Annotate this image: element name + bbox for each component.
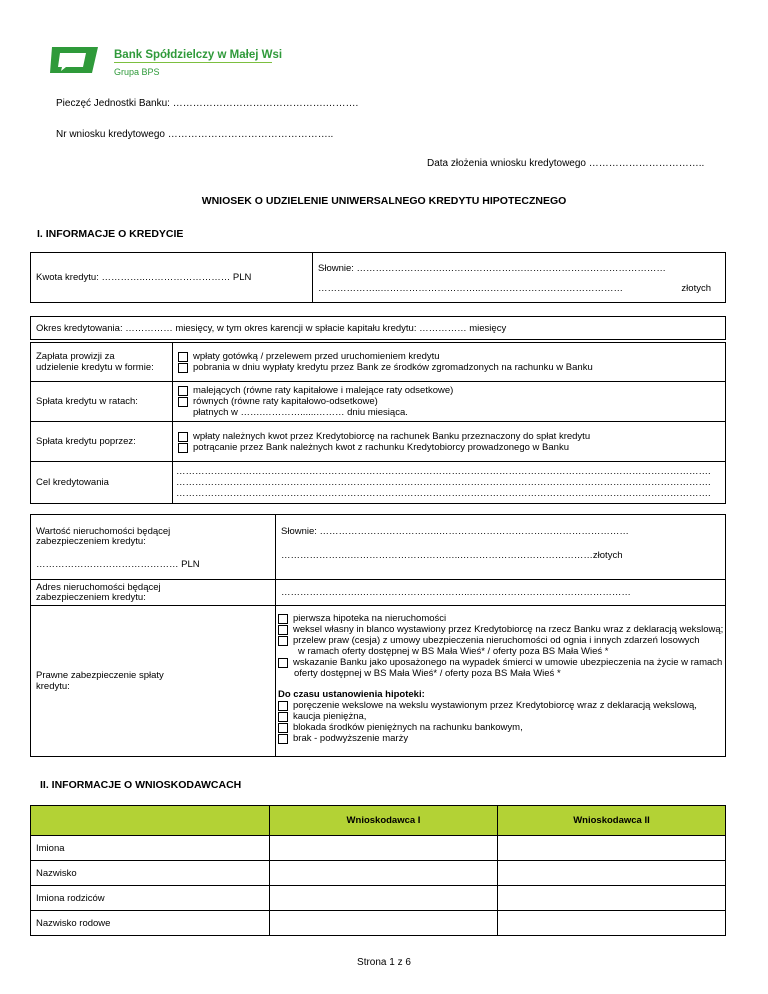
applicant-2-parents-names[interactable] [498,886,726,911]
property-value-cell[interactable] [31,515,276,580]
bank-logo-icon [48,44,104,76]
security-option-promissory-note[interactable]: weksel własny in blanco wystawiony przez Kredytobiorcę na rzecz Banku wraz z deklaracją wekslową; [278,624,725,635]
period-table [30,316,726,340]
until-option-margin[interactable]: brak - podwyższenie marży [278,733,725,744]
checkbox-icon[interactable] [278,712,288,722]
checkbox-icon[interactable] [278,614,288,624]
applicant-1-surname[interactable] [270,861,498,886]
amount-words-line1: Słownie: ……………………….…………………….……………………………………… [318,263,666,274]
security-label: Prawne zabezpieczenie spłaty kredytu: [36,670,164,692]
checkbox-icon[interactable] [278,658,288,668]
property-value-label: Wartość nieruchomości będącej zabezpieczeniem kredytu: [36,526,171,547]
applicant-2-maiden-name[interactable] [498,911,726,936]
property-address-line: …………………….……………………………..…………………………………………… [281,587,631,598]
credit-terms-table [30,342,726,504]
until-option-guarantee[interactable]: poręczenie wekslowe na wekslu wystawionym przez Kredytobiorcę wraz z deklaracją wekslową, [278,700,725,711]
amount-words-line2: ………………..…………………………..……………………………………… [318,283,624,294]
security-option-life-insurance[interactable]: wskazanie Banku jako uposażonego na wypadek śmierci w umowie ubezpieczenia na życie w ramach [278,657,725,668]
bank-divider [114,62,272,63]
property-value-words-cell[interactable] [276,515,726,580]
applicants-table [30,805,726,936]
installments-label-cell [31,382,173,422]
checkbox-icon[interactable] [178,443,188,453]
security-option-insurance-assignment[interactable]: przelew praw (cesja) z umowy ubezpieczenia nieruchomości od ognia i innych zdarzeń losowych [278,635,725,646]
section-2-heading: II. INFORMACJE O WNIOSKODAWCACH [40,779,242,791]
security-option-insurance-offer: w ramach oferty dostępnej w BS Mała Wieś* / oferty poza BS Mała Wieś * [298,646,609,657]
commission-label: Zapłata prowizji za udzielenie kredytu w formie: [36,351,154,373]
until-mortgage-heading: Do czasu ustanowienia hipoteki: [278,689,425,700]
row-label-first-names: Imiona [31,836,270,861]
checkbox-icon[interactable] [278,636,288,646]
row-label-parents-names: Imiona rodziców [31,886,270,911]
security-options-cell [276,606,726,757]
commission-option-cash[interactable]: wpłaty gotówką / przelewem przed uruchomieniem kredytu [178,351,725,362]
security-label-cell [31,606,276,757]
installments-label: Spłata kredytu w ratach: [36,396,138,407]
amount-words-cell[interactable] [313,253,726,303]
installments-options-cell [173,382,726,422]
security-option-life-offer: oferty dostępnej w BS Mała Wieś* / oferty poza BS Mała Wieś * [294,668,561,679]
checkbox-icon[interactable] [278,723,288,733]
amount-cell[interactable] [31,253,313,303]
purpose-line: ……………………………………………………………………………………………………………………………………………………. [176,477,711,488]
checkbox-icon[interactable] [278,701,288,711]
stamp-field[interactable]: Pieczęć Jednostki Banku: ……………………………………….………. [56,98,359,109]
property-address-cell[interactable] [276,580,726,606]
property-table [30,514,726,757]
amount-table [30,252,726,303]
purpose-label-cell [31,462,173,504]
property-value-words2: ………………….……………………………..……………………………………złotych [281,550,623,561]
applicant-1-parents-names[interactable] [270,886,498,911]
checkbox-icon[interactable] [178,386,188,396]
application-number-field[interactable]: Nr wniosku kredytowego ………………………………………….. [56,129,334,140]
page-number: Strona 1 z 6 [357,957,411,968]
purpose-line: ……………………………………………………………………………………………………………………………………………………. [176,488,711,499]
checkbox-icon[interactable] [278,625,288,635]
checkbox-icon[interactable] [278,734,288,744]
commission-options-cell [173,343,726,382]
applicant-1-header: Wnioskodawca I [270,806,498,836]
commission-label-cell [31,343,173,382]
property-value-words1: Słownie: ………………………………..…………………………………………………… [281,526,629,537]
bank-logo [48,44,104,76]
installment-option-equal[interactable]: równych (równe raty kapitałowo-odsetkowe) [178,396,725,407]
purpose-cell[interactable] [173,462,726,504]
installment-option-decreasing[interactable]: malejących (równe raty kapitałowe i malejące raty odsetkowe) [178,385,725,396]
row-label-surname: Nazwisko [31,861,270,886]
amount-label: Kwota kredytu: …………..……………………… PLN [36,272,252,283]
period-cell[interactable] [31,317,726,340]
until-option-deposit[interactable]: kaucja pieniężna, [278,711,725,722]
applicant-1-first-names[interactable] [270,836,498,861]
applicant-2-first-names[interactable] [498,836,726,861]
until-option-block[interactable]: blokada środków pieniężnych na rachunku bankowym, [278,722,725,733]
row-label-maiden-name: Nazwisko rodowe [31,911,270,936]
bank-name: Bank Spółdzielczy w Małej Wsi [114,49,283,61]
property-address-label-cell [31,580,276,606]
repayment-option-transfer[interactable]: wpłaty należnych kwot przez Kredytobiorcę na rachunek Banku przeznaczony do spłat kredytu [178,431,725,442]
period-text: Okres kredytowania: …………… miesięcy, w tym okres karencji w spłacie kapitału kredytu: …………… miesięcy [36,322,507,334]
security-option-mortgage[interactable]: pierwsza hipoteka na nieruchomości [278,613,725,624]
purpose-line: ……………………………………………………………………………………………………………………………………………………. [176,466,711,477]
purpose-label: Cel kredytowania [36,477,109,488]
repayment-label-cell [31,422,173,462]
property-value-pln: ……………………………………… PLN [36,559,200,570]
checkbox-icon[interactable] [178,352,188,362]
installment-payday[interactable]: płatnych w …….…………......……… dniu miesiąca. [193,407,408,418]
repayment-label: Spłata kredytu poprzez: [36,436,136,447]
document-title: WNIOSEK O UDZIELENIE UNIWERSALNEGO KREDYTU HIPOTECZNEGO [201,195,567,207]
property-address-label: Adres nieruchomości będącej zabezpieczeniem kredytu: [36,581,161,603]
checkbox-icon[interactable] [178,397,188,407]
bank-group: Grupa BPS [114,67,160,77]
applicant-2-surname[interactable] [498,861,726,886]
checkbox-icon[interactable] [178,432,188,442]
checkbox-icon[interactable] [178,363,188,373]
amount-words-suffix: złotych [681,283,711,294]
application-date-field[interactable]: Data złożenia wniosku kredytowego …………………………….. [427,158,705,169]
applicant-1-maiden-name[interactable] [270,911,498,936]
applicant-2-header: Wnioskodawca II [498,806,726,836]
applicants-header-empty [31,806,270,836]
repayment-option-deduction[interactable]: potrącanie przez Bank należnych kwot z rachunku Kredytobiorcy prowadzonego w Banku [178,442,725,453]
repayment-options-cell [173,422,726,462]
section-1-heading: I. INFORMACJE O KREDYCIE [37,228,184,240]
commission-option-deduct[interactable]: pobrania w dniu wypłaty kredytu przez Bank ze środków zgromadzonych na rachunku w Banku [178,362,725,373]
